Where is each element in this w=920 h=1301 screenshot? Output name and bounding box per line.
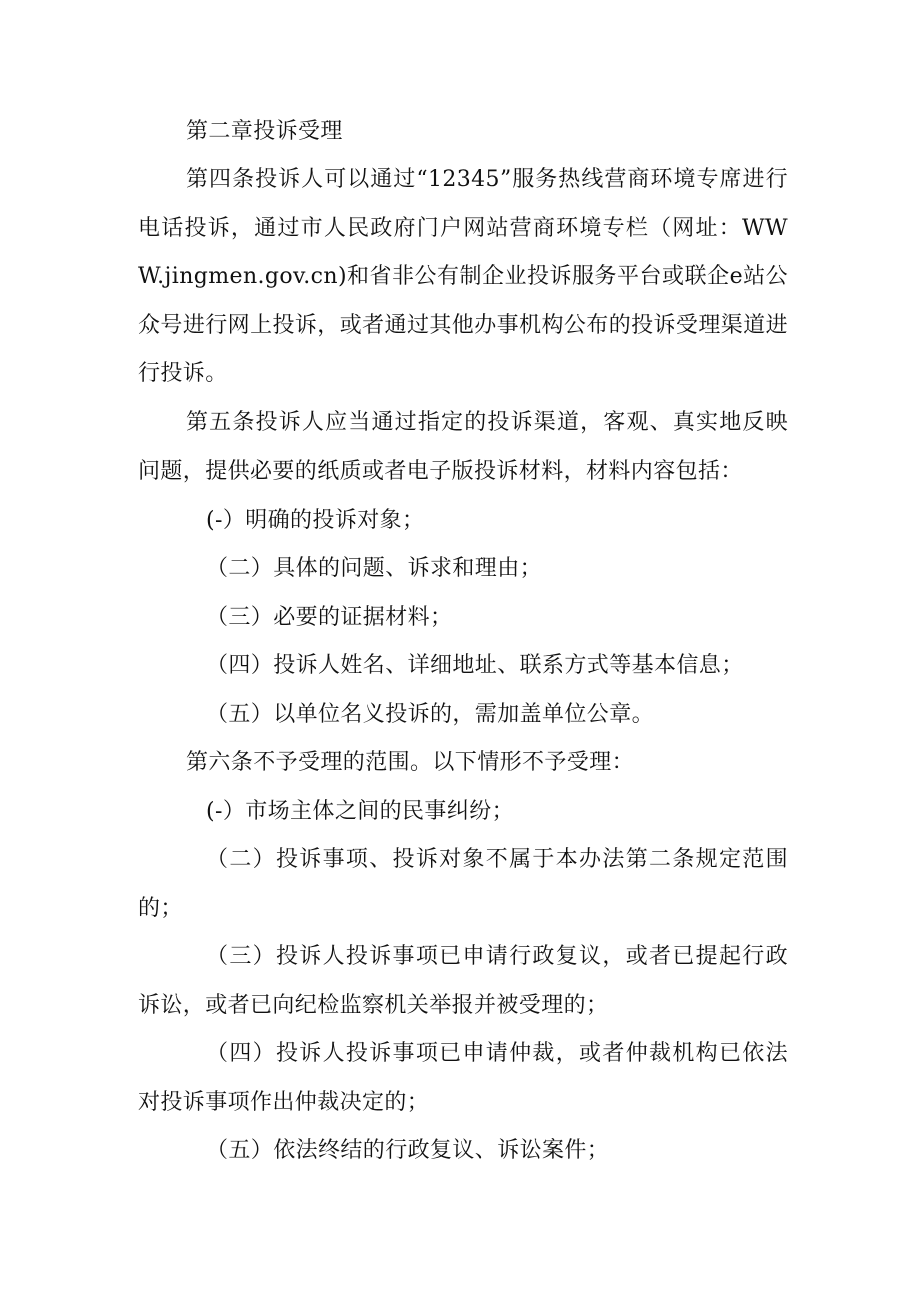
article-5-intro: 第五条投诉人应当通过指定的投诉渠道，客观、真实地反映问题，提供必要的纸质或者电子版投诉材料，材料内容包括： [138,410,788,484]
article-6-item-1: (-）市场主体之间的民事纠纷； [206,799,515,824]
article-6-item-2: （二）投诉事项、投诉对象不属于本办法第二条规定范围的； [138,847,788,921]
article-5-item-4: （四）投诉人姓名、详细地址、联系方式等基本信息； [206,653,744,678]
article-6-intro: 第六条不予受理的范围。以下情形不予受理： [186,750,635,775]
article-6-item-5: （五）依法终结的行政复议、诉讼案件； [206,1138,610,1163]
article-5-item-2: （二）具体的问题、诉求和理由； [206,556,543,581]
chapter-heading: 第二章投诉受理 [186,119,343,144]
article-6-item-4: （四）投诉人投诉事项已申请仲裁，或者仲裁机构已依法对投诉事项作出仲裁决定的； [138,1041,788,1115]
article-4-paragraph: 第四条投诉人可以通过“12345”服务热线营商环境专席进行电话投诉，通过市人民政府门户网站营商环境专栏（网址：WWW.jingmen.gov.cn)和省非公有制企业投诉服务平台或联企e站公众号进行网上投诉，或者通过其他办事机构公布的投诉受理渠道进行投诉。 [138,167,788,386]
article-5-item-1: (-）明确的投诉对象； [206,508,425,533]
article-6-item-3: （三）投诉人投诉事项已申请行政复议，或者已提起行政诉讼，或者已向纪检监察机关举报并被受理的； [138,944,788,1018]
article-5-item-5: （五）以单位名义投诉的，需加盖单位公章。 [206,702,655,727]
article-5-item-3: （三）必要的证据材料； [206,605,453,630]
